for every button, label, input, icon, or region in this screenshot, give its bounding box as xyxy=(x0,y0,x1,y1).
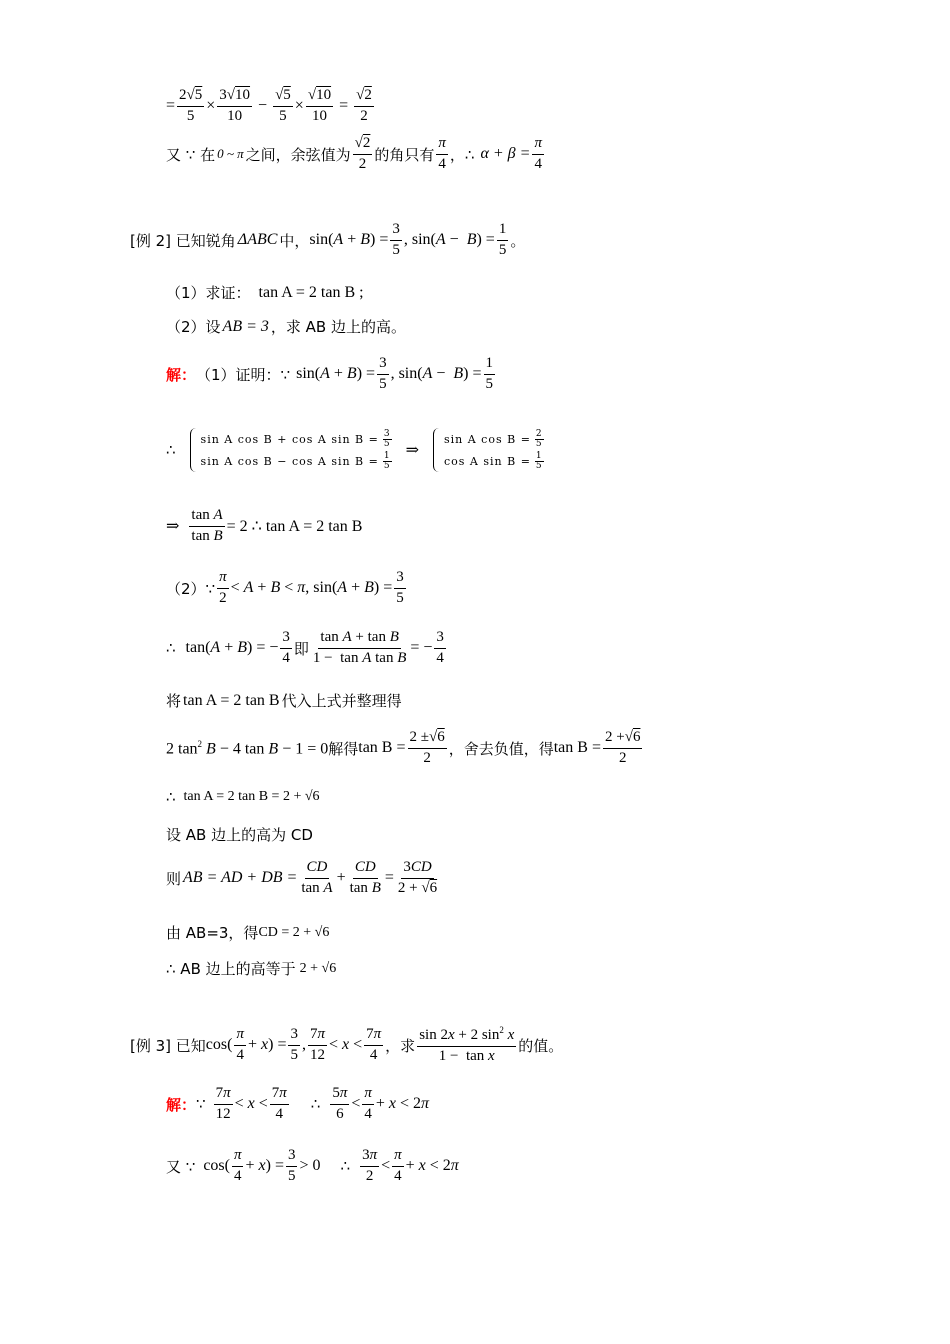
example-2-q2: （2）设 AB = 3 ，求 AB 边上的高。 xyxy=(166,317,406,336)
cd-definition: 设 AB 边上的高为 CD xyxy=(166,826,313,844)
example-2-q1: （1）求证： tan A = 2 tan B ; xyxy=(166,283,364,302)
example-3-statement: [例 3] 已知 cos( $\frac{\pi}{4}$ + x) = $\frac{3}{5}$ , $\frac{7\pi}{12}$ < x < $\frac{7\pi}{4}$ ，求 $\frac{\sin 2x + 2 \sin^2 x}{\text{1 − tan x}}$ 的值。 xyxy=(130,1025,564,1064)
ab-decomposition: 则 AB = AD + DB = $\frac{CD}{\text{tan A}}$ + $\frac{CD}{\text{tan B}}$ = $\frac{3CD}{2 + √6}$ xyxy=(166,859,438,896)
example-3-solution-1: 解： ∵ $\frac{7\pi}{12}$ < x < $\frac{7\pi}{4}$ ∴ $\frac{5\pi}{6}$ < $\frac{\pi}{4}$ + x < 2π xyxy=(166,1085,430,1122)
example-3-solution-2: 又 ∵ cos( $\frac{\pi}{4}$ + x) = $\frac{3}{5}$ > 0 ∴ $\frac{3\pi}{2}$ < $\frac{\pi}{4}$ + x < 2π xyxy=(166,1147,459,1184)
cd-result: 由 AB=3，得 CD = 2 + √6 xyxy=(166,924,330,942)
tan-sum: ∴ tan(A + B) = − $\frac{3}{4}$ 即 $\frac{\text{tan A + tan B}}{\text{1 − tan A tan B}}$ = − $\frac{3}{4}$ xyxy=(166,629,444,666)
example-2-statement: [例 2] 已知锐角 ΔABC 中， sin(A + B) = $\frac{3}{5}$ , sin(A − B) = $\frac{1}{5}$ 。 xyxy=(130,221,526,258)
line-product-result: = $\frac{2√5}{5}$ × $\frac{3√10}{10}$ − $\frac{√5}{5}$ × $\frac{√10}{10}$ = $\frac{√2}{2}$ xyxy=(166,87,372,124)
part2-given: （2）∵ $\frac{\pi}{2}$ < A + B < π, sin(A + B) = $\frac{3}{5}$ xyxy=(166,569,404,606)
solution-part1-given: 解： （1）证明：∵ sin(A + B) = $\frac{3}{5}$ , sin(A − B) = $\frac{1}{5}$ xyxy=(166,355,494,392)
system-of-equations: ∴ sin A cos B + cos A sin B = $\frac{3}{5}$ sin A cos B − cos A sin B = $\frac{1}{5}$ ⇒ sin A cos B = $\frac{2}{5}$ cos A sin B = $\frac{1}{5}$ xyxy=(166,428,543,471)
quadratic-solution: 2 $\tan^2 B - 4$ tan B − 1 = 0 解得 tan B = $\frac{2 \pm√6}{2}$ ，舍去负值，得 tan B = $\frac{2 +√6}{2}$ xyxy=(166,729,641,766)
substitution-text: 将 tan A = 2 tan B 代入上式并整理得 xyxy=(166,691,402,710)
height-conclusion: ∴ AB 边上的高等于 2 + √6 xyxy=(166,960,337,978)
line-angle-conclusion: 又 ∵ 在 0 ~ π 之间，余弦值为 $\frac{√2}{2}$ 的角只有 $\frac{\pi}{4}$ ，∴ α + β = $\frac{\pi}{4}$ xyxy=(166,135,542,172)
tan-ratio: ⇒ $\frac{\text{tan A}}{\text{tan B}}$ = 2 ∴ tan A = 2 tan B xyxy=(166,507,363,544)
tanA-result: ∴ tan A = 2 tan B = 2 + √6 xyxy=(166,788,320,806)
